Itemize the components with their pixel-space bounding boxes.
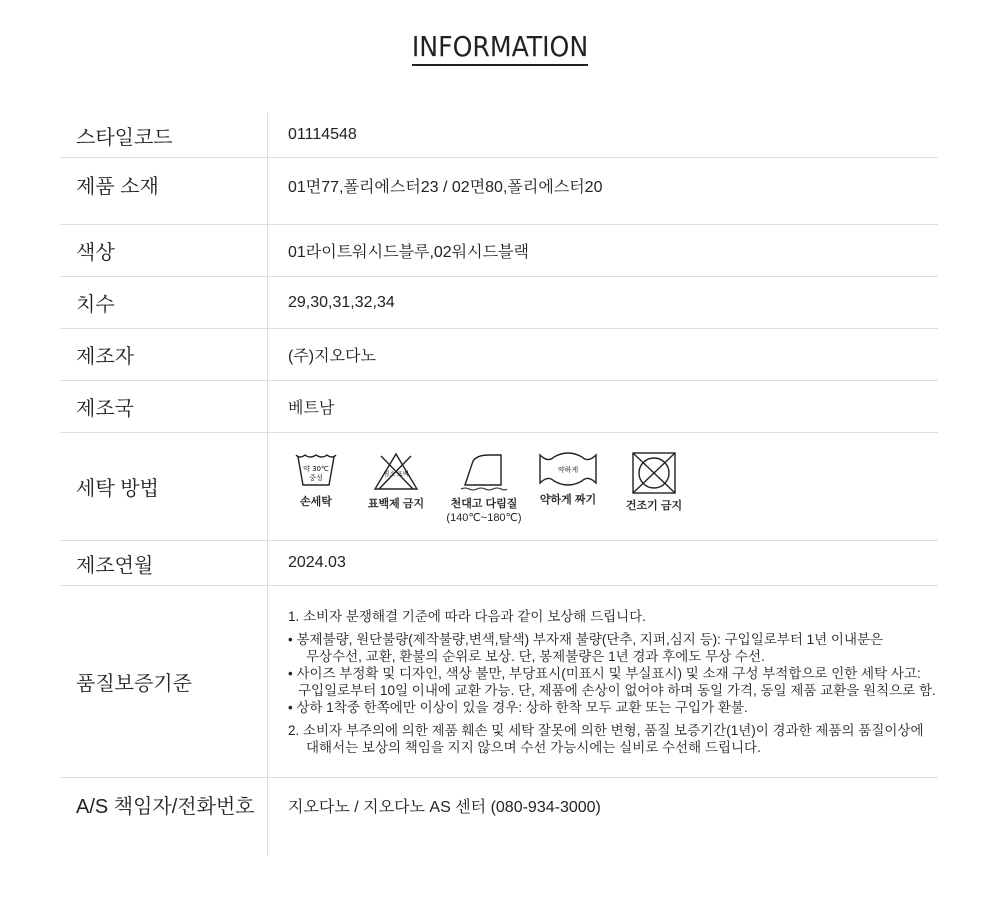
row-date	[60, 541, 938, 586]
row-value: 01라이트워시드블루,02워시드블랙	[288, 244, 529, 261]
quality-bullet-2: • 사이즈 부정확 및 디자인, 색상 불만, 부당표시(미표시 및 부실표시) 및 소재 구성 부적합으로 인한 세탁 사고:	[288, 666, 921, 681]
quality-text	[268, 586, 938, 777]
row-maker	[60, 329, 938, 381]
row-label: A/S 책임자/전화번호	[60, 778, 268, 856]
row-value: 01114548	[288, 126, 357, 143]
page-title: INFORMATION	[0, 30, 1000, 63]
care-no-tumble-dry	[608, 451, 700, 525]
row-as	[60, 778, 938, 856]
no-bleach-icon	[371, 451, 421, 491]
care-caption: 약하게 짜기	[539, 494, 597, 506]
no-tumble-dry-icon	[631, 451, 677, 495]
row-style-code	[60, 113, 938, 158]
row-label: 스타일코드	[60, 113, 268, 157]
care-inner-label: 약 30℃	[303, 465, 329, 473]
row-value: 지오다노 / 지오다노 AS 센터 (080-934-3000)	[288, 799, 601, 816]
row-value: (주)지오다노	[288, 348, 376, 365]
care-gentle-wring	[528, 451, 608, 525]
quality-item-1: 1. 소비자 분쟁해결 기준에 따라 다음과 같이 보상해 드립니다.	[288, 609, 646, 624]
quality-bullet-1-cont: 무상수선, 교환, 환불의 순위로 보상. 단, 봉제불량은 1년 경과 후에도 무상 수선.	[306, 649, 765, 664]
care-caption: 손세탁	[300, 496, 332, 508]
row-label: 치수	[60, 277, 268, 328]
row-label: 품질보증기준	[60, 586, 268, 777]
row-size	[60, 277, 938, 329]
care-symbols	[280, 433, 938, 525]
row-country	[60, 381, 938, 433]
row-value: 2024.03	[288, 554, 346, 571]
row-label: 제조자	[60, 329, 268, 380]
care-caption	[446, 497, 521, 525]
row-quality	[60, 586, 938, 778]
row-material	[60, 158, 938, 225]
row-wash	[60, 433, 938, 541]
row-label: 색상	[60, 225, 268, 276]
product-info-table	[60, 113, 938, 856]
care-inner-label: 염소 표백	[383, 471, 409, 478]
quality-bullet-2-cont: 구입일로부터 10일 이내에 교환 가능. 단, 제품에 손상이 없어야 하며 동일 가격, 동일 제품 교환을 원칙으로 함.	[298, 683, 936, 698]
row-label: 제조국	[60, 381, 268, 432]
hand-wash-icon	[294, 451, 338, 489]
quality-item-2-cont: 대해서는 보상의 책임을 지지 않으며 수선 가능시에는 실비로 수선해 드립니다.	[306, 740, 761, 755]
care-inner-label: 중성	[309, 474, 323, 482]
row-value: 29,30,31,32,34	[288, 293, 395, 311]
row-label: 제조연월	[60, 541, 268, 585]
row-label: 제품 소재	[60, 158, 268, 224]
wash-icons	[268, 433, 938, 540]
iron-icon	[459, 451, 509, 491]
care-iron	[440, 451, 528, 525]
care-hand-wash	[280, 451, 352, 525]
care-caption-temp: (140℃~180℃)	[446, 512, 522, 524]
care-no-bleach	[352, 451, 440, 525]
row-label: 세탁 방법	[60, 433, 268, 540]
row-value: 베트남	[288, 400, 335, 417]
row-color	[60, 225, 938, 277]
row-value: 01면77,폴리에스터23 / 02면80,폴리에스터20	[288, 179, 603, 196]
care-caption: 건조기 금지	[625, 500, 683, 512]
gentle-wring-icon	[538, 451, 598, 487]
care-inner-label: 약하게	[557, 466, 579, 474]
care-caption-line: 천대고 다림질	[450, 498, 518, 510]
quality-item-2: 2. 소비자 부주의에 의한 제품 훼손 및 세탁 잘못에 의한 변형, 품질 보증기간(1년)이 경과한 제품의 품질이상에	[288, 723, 924, 738]
care-caption: 표백제 금지	[367, 498, 425, 510]
quality-bullet-1: • 봉제불량, 원단불량(제작불량,변색,탈색) 부자재 불량(단추, 지퍼,심지 등): 구입일로부터 1년 이내분은	[288, 632, 884, 647]
quality-bullet-3: • 상하 1착중 한쪽에만 이상이 있을 경우: 상하 한착 모두 교환 또는 구입가 환불.	[288, 700, 748, 715]
